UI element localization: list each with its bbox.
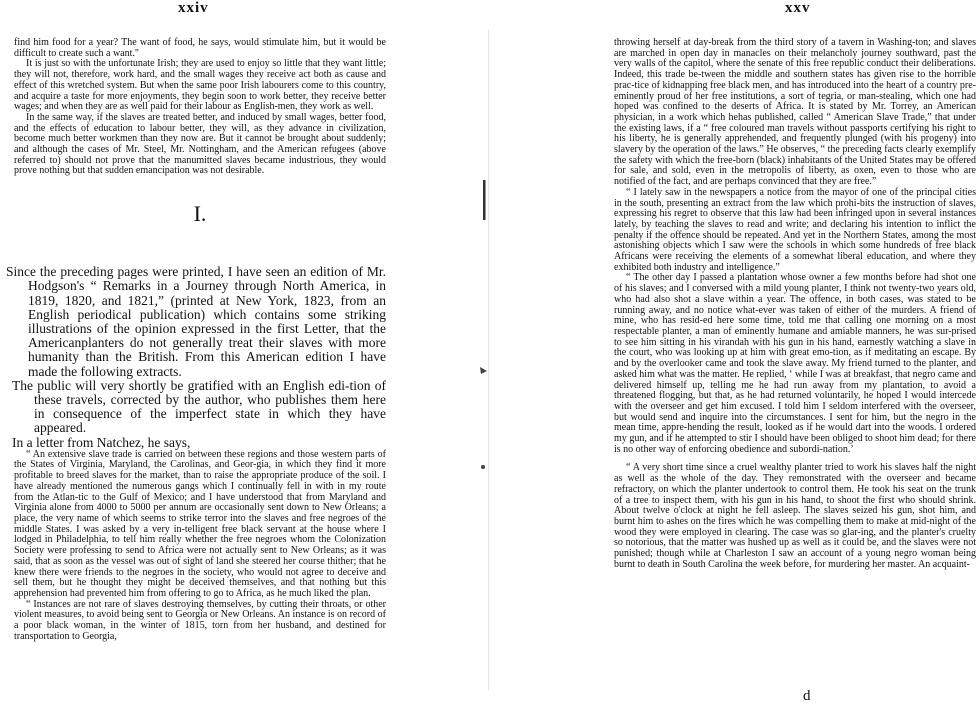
right-page-paragraph: “ I lately saw in the newspapers a notice from the mayor of one of the principal cities in the south, presenting an extract from the law which prohi-bits the instruction of slaves, expressing his regret to observe that this law had been infringed upon in several instances lately, by teaching the slaves to read and write; and declaring his intention to inflict the penalty if the offence should be repeated. And yet in the Northern States, among the most astonishing objects which I saw were the schools in which some hundreds of free black Africans were receiving the elements of a somewhat liberal education, and where they exhibited both industry and intelligence.” <box>614 186 976 273</box>
ink-speck-icon <box>478 160 492 240</box>
quoted-extract-paragraph: “ Instances are not rare of slaves destroying themselves, by cutting their throats, or other violent measures, to avoid being sent to Georgia or New Orleans. An instance is on record of a poor black woman, in the winter of 1815, torn from her husband, and destined for transportation to Georgia, <box>14 598 386 642</box>
left-intro-paragraph: In the same way, if the slaves are treated better, and induced by small wages, better food, and the effects of education to labour better, they will, as they advance in civilization, become much better workmen than they now are. But it cannot be brought about suddenly; and although the cases of Mr. Steel, Mr. Nottingham, and the American refugees (above referred to) should not prove that the manumitted slaves became industrious, they would prove nothing but that sudden emancipation was not desirable. <box>14 111 386 177</box>
large-type-paragraph: The public will very shortly be gratified with an English edi-tion of these travels, corrected by the author, who publishes them here in consequence of the imperfect state in which they have appeared. <box>12 377 386 436</box>
right-page-number: xxv <box>785 0 811 16</box>
signature-mark: d <box>803 688 811 704</box>
quoted-extract-paragraph: “ An extensive slave trade is carried on between these regions and those western parts of the States of Virginia, Maryland, the Carolinas, and Geor-gia, in which they find it more profitable to breed slaves for the market, than to raise the appropriate produce of the soil. I have already mentioned the numerous gangs which I continually fell in with in my route from the Atlan-tic to the Gulf of Mexico; and I have understood that from Maryland and Virginia alone from 4000 to 5000 per annum are occasionally sent down to New Orleans; a place, the very name of which seems to strike terror into the slaves and free negroes of the middle States. I was asked by a very in-telligent free black servant at the house where I lodged in Philadelphia, to tell him really whether the free negroes whom the Colonization Society were professing to send to Africa were not actually sent to New Orleans; as it was said, that as soon as the vessel was out of sight of land she steered her course thither; that he knew there were friends to the negroes in the society, who would not agree to deceive and sell them, but he thought they might be deceived themselves, and that nothing but this apprehension had prevented him from offering to go to Africa, as he much liked the plan. <box>14 448 386 599</box>
large-type-paragraph: In a letter from Natchez, he says, <box>12 434 191 450</box>
ink-speck-icon <box>478 462 488 472</box>
section-heading: I. <box>193 201 207 227</box>
large-type-paragraph: Since the preceding pages were printed, I have seen an edition of Mr. Hodgson's “ Remarks in a Journey through North America, in 1819, 1820, and 1821,” (printed at New York, 1823, from an English periodical publication) which contains some striking illustrations of the opinion expressed in the first Letter, that the Americanplanters do not generally treat their slaves with more humanity than the British. From this American edition I have made the following extracts. <box>6 264 386 379</box>
left-intro-paragraph: find him food for a year? The want of food, he says, would stimulate him, but it would be difficult to create such a want." <box>14 37 386 59</box>
right-page-paragraph: throwing herself at day-break from the third story of a tavern in Washing-ton; and slaves are marched in open day in manacles on their melancholy journey southward, past the very walls of the capitol, where the senate of this free republic conduct their deliberations. Indeed, this trade be-tween the middle and southern states has given rise to the horrible prac-tice of kidnapping free black men, and has introduced into the heart of a country pre-eminently proud of her free institutions, a sort of tegria, or man-stealing, which one had hoped was confined to the deserts of Africa. It is stated by Mr. Torrey, an American physician, in a work which hehas published, called “ American Slave Trade,” that under the existing laws, if a “ free coloured man travels without passports certifying his right to his liberty, he is generally apprehended, and frequently plunged (with his progeny) into slavery by the operation of the laws.” He observes, “ the preceding facts clearly exemplify the safety with which the free-born (black) inhabitants of the United States may be offered for sale, and sold, even in the metropolis of liberty, as oxen, even to those who are notified of the fact, and are perhaps convinced that they are free.” <box>614 37 976 188</box>
right-page-paragraph: “ A very short time since a cruel wealthy planter tried to work his slaves half the night as well as the whole of the day. They remonstrated with the overseer and became refractory, on which the planter undertook to control them. He took his seat on the trunk of a tree to inspect them, with his gun in his hand, to shoot the first who should shrink. About twelve o'clock at night he fell asleep. The slaves seized his gun, shot him, and burnt him to ashes on the fires which he was compelling them to make at mid-night of the wood they were employed in clearing. The case was so glar-ing, and the planter's cruelty so notorious, that the matter was hushed up as well as it could be, and the slaves were not punished; though while at Charleston I saw an account of a young negro woman being burnt to death in South Carolina the week before, for murdering her master. An acquaint- <box>614 462 976 570</box>
book-spine <box>488 30 489 690</box>
left-page-number: xxiv <box>178 0 209 16</box>
left-intro-paragraph: It is just so with the unfortunate Irish; they are used to enjoy so little that they want little; they will not, therefore, work hard, and the small wages they receive act both as cause and effect of this wretched system. But when the same poor Irish labourers come to this country, and acquire a taste for more enjoyments, they begin soon to work better, they receive better wages; and when they are as well paid for their labour as English-men, they work as well. <box>14 58 386 113</box>
ink-speck-icon <box>478 365 490 377</box>
left-page-column <box>6 37 386 642</box>
right-page-paragraph: “ The other day I passed a plantation whose owner a few months before had shot one of his slaves; and I conversed with a mild young planter, I think not twenty-two years old, who had also shot a slave within a year. The offence, in both cases, was stated to be running away, and no notice what-ever was taken of either of the murders. A friend of mine, who has resid-ed here some time, told me that calling one morning on a most respectable planter, a man of eminently humane and amiable manners, he was sur-prised to see him sitting in his virandah with his gun in his hand, earnestly watching a slave in the court, who was looking up at him with great emo-tion, as if meditating an escape. By and by the overlooker came and took the slave away. My friend turned to the planter, and asked him what was the matter. He replied, ‘ while I was at breakfast, that negro came and delivered himself up, telling me he had run away from my plantation, to avoid a threatened flogging, but that, as he had returned voluntarily, he hoped I would intercede with the overseer and get him excused. I told him I seldom interfered with the overseer, but would send and inquire into the circumstances. I sent for him, but the negro in the mean time, appre-hending the result, looked as if he would dart into the woods. I ordered my gun, and if he attempted to stir I should have been obliged to shoot him dead; for there is no other way of enforcing obedience and subordi-nation.’ <box>614 272 976 455</box>
right-page-column <box>614 38 976 570</box>
